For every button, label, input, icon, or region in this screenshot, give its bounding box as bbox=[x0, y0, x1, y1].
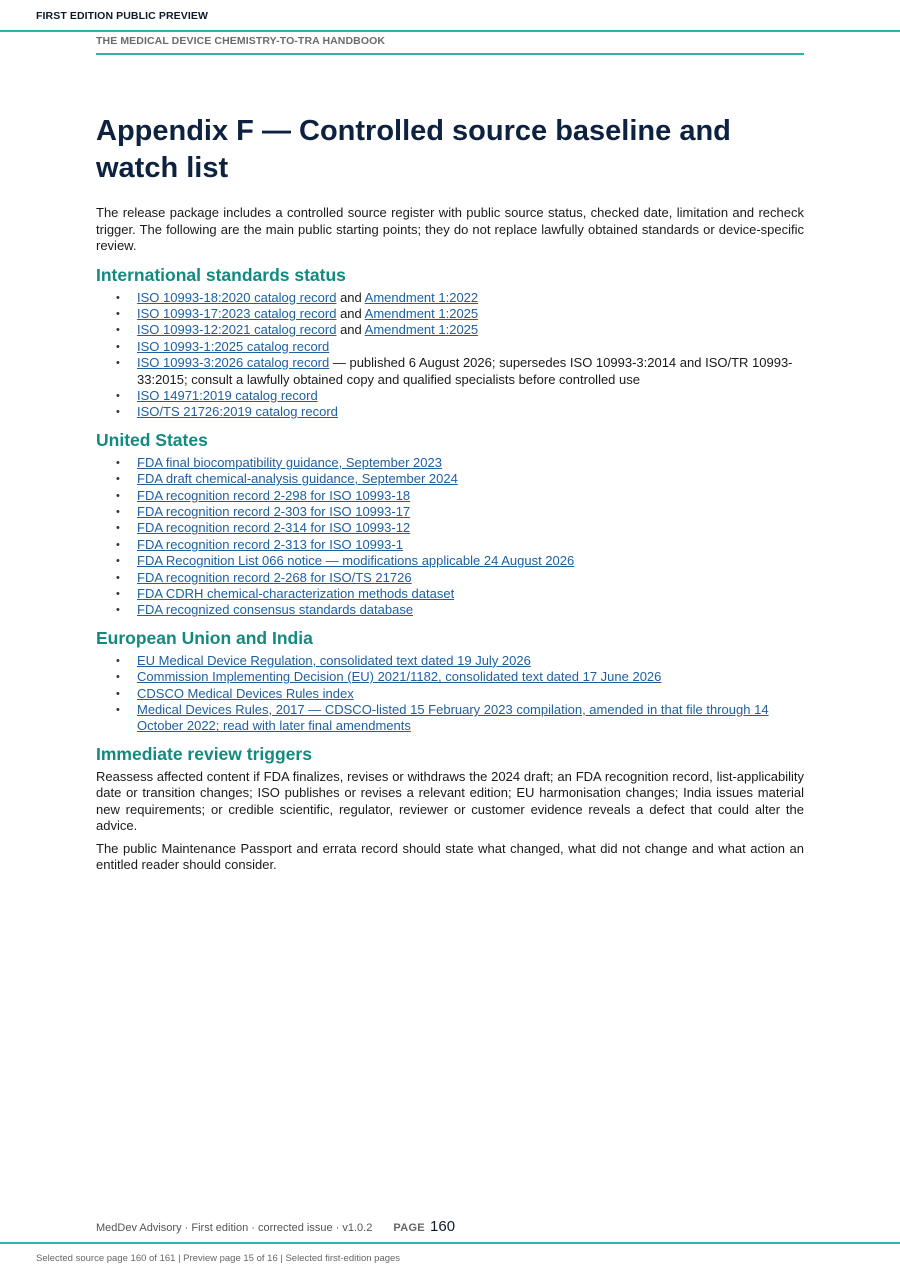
source-link[interactable]: Medical Devices Rules, 2017 — CDSCO-listed 15 February 2023 compilation, amended in that file through 14 October 2022; read with later final amendments bbox=[137, 702, 769, 734]
section-heading-eu-india: European Union and India bbox=[96, 627, 313, 648]
page-label: PAGE bbox=[393, 1222, 425, 1234]
footer-publisher: MedDev Advisory · First edition · corrected issue · v1.0.2 bbox=[96, 1222, 373, 1234]
united-states-list bbox=[96, 455, 804, 619]
amendment-link[interactable]: Amendment 1:2025 bbox=[364, 305, 479, 321]
source-link[interactable]: FDA Recognition List 066 notice — modifications applicable 24 August 2026 bbox=[137, 553, 575, 569]
list-item bbox=[96, 488, 804, 504]
list-item bbox=[96, 471, 804, 487]
source-link[interactable]: EU Medical Device Regulation, consolidated text dated 19 July 2026 bbox=[137, 652, 531, 668]
section-heading-review-triggers: Immediate review triggers bbox=[96, 743, 312, 764]
connector-text: and bbox=[336, 289, 365, 305]
section-heading-international: International standards status bbox=[96, 264, 346, 285]
source-link[interactable]: FDA recognition record 2-303 for ISO 10993-17 bbox=[137, 503, 411, 519]
list-item bbox=[96, 702, 804, 735]
source-link[interactable]: FDA CDRH chemical-characterization methods dataset bbox=[137, 586, 455, 601]
running-head: THE MEDICAL DEVICE CHEMISTRY-TO-TRA HANDBOOK bbox=[96, 35, 386, 47]
preview-note: Selected source page 160 of 161 | Preview page 15 of 16 | Selected first-edition pages bbox=[36, 1253, 401, 1264]
edition-banner: FIRST EDITION PUBLIC PREVIEW bbox=[36, 10, 208, 22]
source-link[interactable]: Commission Implementing Decision (EU) 2021/1182, consolidated text dated 17 June 2026 bbox=[137, 669, 662, 685]
list-item bbox=[96, 322, 804, 338]
list-item bbox=[96, 404, 804, 420]
iso-10993-17-link[interactable]: ISO 10993-17:2023 catalog record bbox=[137, 305, 337, 321]
page-title: Appendix F — Controlled source baseline and watch list bbox=[96, 115, 731, 184]
list-item bbox=[96, 339, 804, 355]
iso-10993-1-link[interactable]: ISO 10993-1:2025 catalog record bbox=[137, 338, 330, 354]
amendment-link[interactable]: Amendment 1:2025 bbox=[364, 322, 479, 338]
iso-10993-3-link[interactable]: ISO 10993-3:2026 catalog record bbox=[137, 355, 330, 371]
source-link[interactable]: FDA recognition record 2-314 for ISO 10993-12 bbox=[137, 520, 411, 536]
source-link[interactable]: FDA recognized consensus standards database bbox=[137, 602, 414, 618]
list-item bbox=[96, 686, 804, 702]
source-link[interactable]: FDA recognition record 2-268 for ISO/TS 21726 bbox=[137, 569, 412, 585]
list-item bbox=[96, 306, 804, 322]
list-item bbox=[96, 669, 804, 685]
eu-india-list bbox=[96, 653, 804, 735]
item-note: — published 6 August 2026; supersedes ISO 10993-3:2014 and ISO/TR 10993-33:2015; consult a lawfully obtained copy and qualified specialists before controlled use bbox=[137, 355, 793, 387]
list-item bbox=[96, 537, 804, 553]
connector-text: and bbox=[336, 322, 365, 338]
page-number: 160 bbox=[430, 1218, 456, 1235]
maintenance-passport-paragraph: The public Maintenance Passport and errata record should state what changed, what did not change and what action an entitled reader should consider. bbox=[96, 840, 804, 873]
iso-14971-link[interactable]: ISO 14971:2019 catalog record bbox=[137, 387, 318, 403]
list-item bbox=[96, 290, 804, 306]
amendment-link[interactable]: Amendment 1:2022 bbox=[364, 289, 479, 305]
source-link[interactable]: CDSCO Medical Devices Rules index bbox=[137, 685, 354, 701]
iso-10993-12-link[interactable]: ISO 10993-12:2021 catalog record bbox=[137, 322, 337, 338]
intro-paragraph: The release package includes a controlled source register with public source status, checked date, limitation and recheck trigger. The following are the main public starting points; they do not replace lawfully obtained standards or device-specific review. bbox=[96, 205, 804, 253]
section-heading-united-states: United States bbox=[96, 429, 208, 450]
list-item bbox=[96, 553, 804, 569]
iso-10993-18-link[interactable]: ISO 10993-18:2020 catalog record bbox=[137, 289, 337, 305]
source-link[interactable]: FDA recognition record 2-298 for ISO 10993-18 bbox=[137, 487, 411, 503]
list-item bbox=[96, 455, 804, 471]
list-item bbox=[96, 504, 804, 520]
list-item bbox=[96, 355, 804, 388]
list-item bbox=[96, 388, 804, 404]
connector-text: and bbox=[336, 305, 365, 321]
list-item bbox=[96, 653, 804, 669]
top-rule bbox=[0, 30, 900, 32]
list-item bbox=[96, 586, 804, 602]
source-link[interactable]: FDA draft chemical-analysis guidance, September 2024 bbox=[137, 471, 458, 487]
page-footer bbox=[96, 1218, 455, 1235]
source-link[interactable]: FDA recognition record 2-313 for ISO 10993-1 bbox=[137, 536, 403, 552]
international-standards-list bbox=[96, 290, 804, 421]
review-triggers-paragraph: Reassess affected content if FDA finalizes, revises or withdraws the 2024 draft; an FDA recognition record, list-applicability date or transition changes; ISO publishes or revises a relevant edition; EU harmonisation changes; India issues material new requirements; or credible scientific, regulator, reviewer or customer evidence reveals a defect that could alter the advice. bbox=[96, 768, 804, 834]
iso-ts-21726-link[interactable]: ISO/TS 21726:2019 catalog record bbox=[137, 404, 338, 420]
source-link[interactable]: FDA final biocompatibility guidance, September 2023 bbox=[137, 454, 442, 470]
running-head-rule bbox=[96, 53, 804, 55]
list-item bbox=[96, 602, 804, 618]
page-content bbox=[96, 113, 804, 880]
list-item bbox=[96, 570, 804, 586]
list-item bbox=[96, 520, 804, 536]
bottom-rule bbox=[0, 1242, 900, 1244]
